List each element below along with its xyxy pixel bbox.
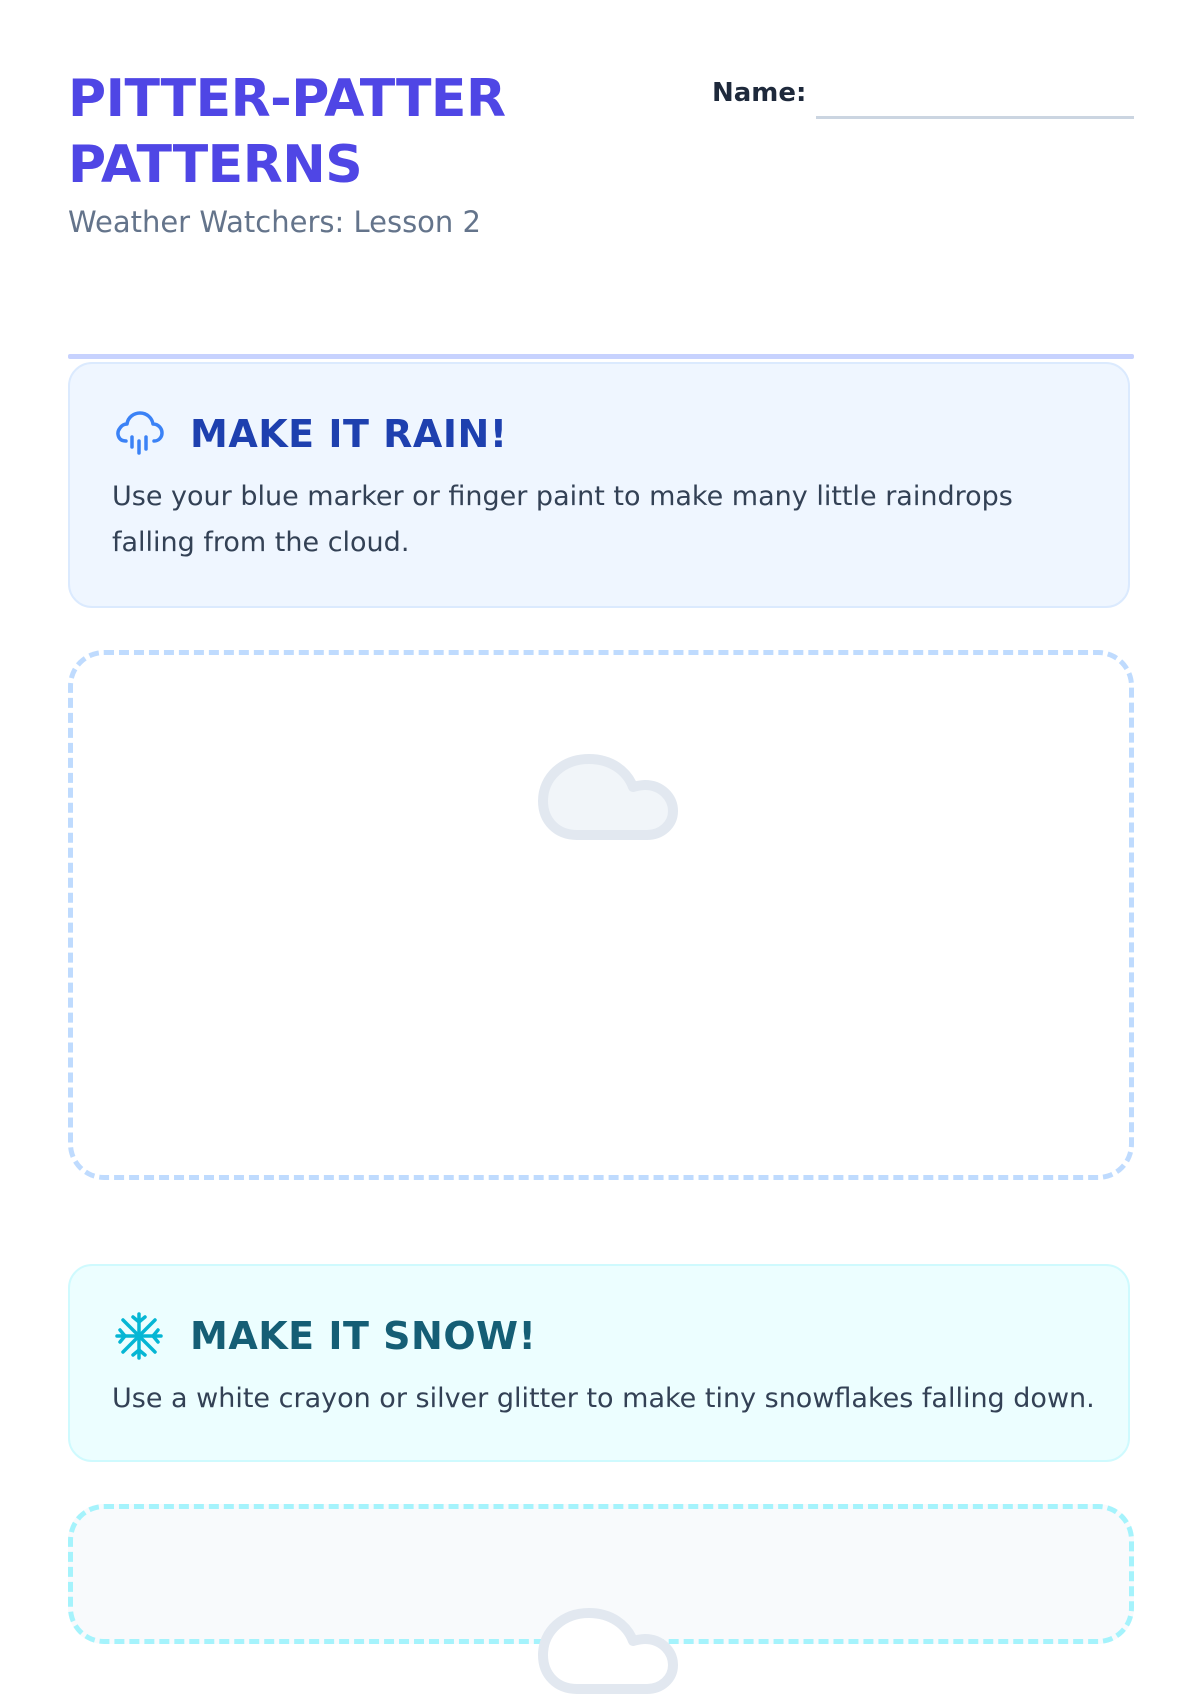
rain-card-heading — [112, 408, 508, 460]
name-field-line[interactable] — [816, 116, 1134, 119]
header-divider — [68, 354, 1134, 359]
snow-card-heading — [112, 1310, 536, 1362]
snow-instructions-card — [68, 1264, 1130, 1462]
snow-card-instructions: Use a white crayon or silver glitter to make tiny snowflakes falling down. — [112, 1383, 1095, 1414]
title-line-2: PATTERNS — [68, 135, 363, 195]
cloud-rain-icon — [112, 407, 166, 461]
worksheet-page — [68, 0, 1134, 1600]
worksheet-header — [68, 66, 1134, 290]
snow-card-title: MAKE IT SNOW! — [190, 1314, 537, 1358]
snow-drawing-area[interactable] — [68, 1504, 1134, 1644]
rain-drawing-area[interactable] — [68, 650, 1134, 1180]
cloud-icon — [531, 735, 681, 845]
snow-cloud-icon — [531, 1589, 681, 1699]
snowflake-icon — [112, 1309, 166, 1363]
lesson-subtitle: Weather Watchers: Lesson 2 — [68, 205, 481, 239]
name-label: Name: — [712, 78, 807, 108]
rain-card-instructions: Use your blue marker or finger paint to make many little raindrops falling from the cloud. — [112, 481, 1013, 558]
title-line-1: PITTER-PATTER — [68, 69, 506, 129]
rain-instructions-card — [68, 362, 1130, 608]
worksheet-title — [68, 66, 588, 198]
rain-card-title: MAKE IT RAIN! — [190, 412, 508, 456]
